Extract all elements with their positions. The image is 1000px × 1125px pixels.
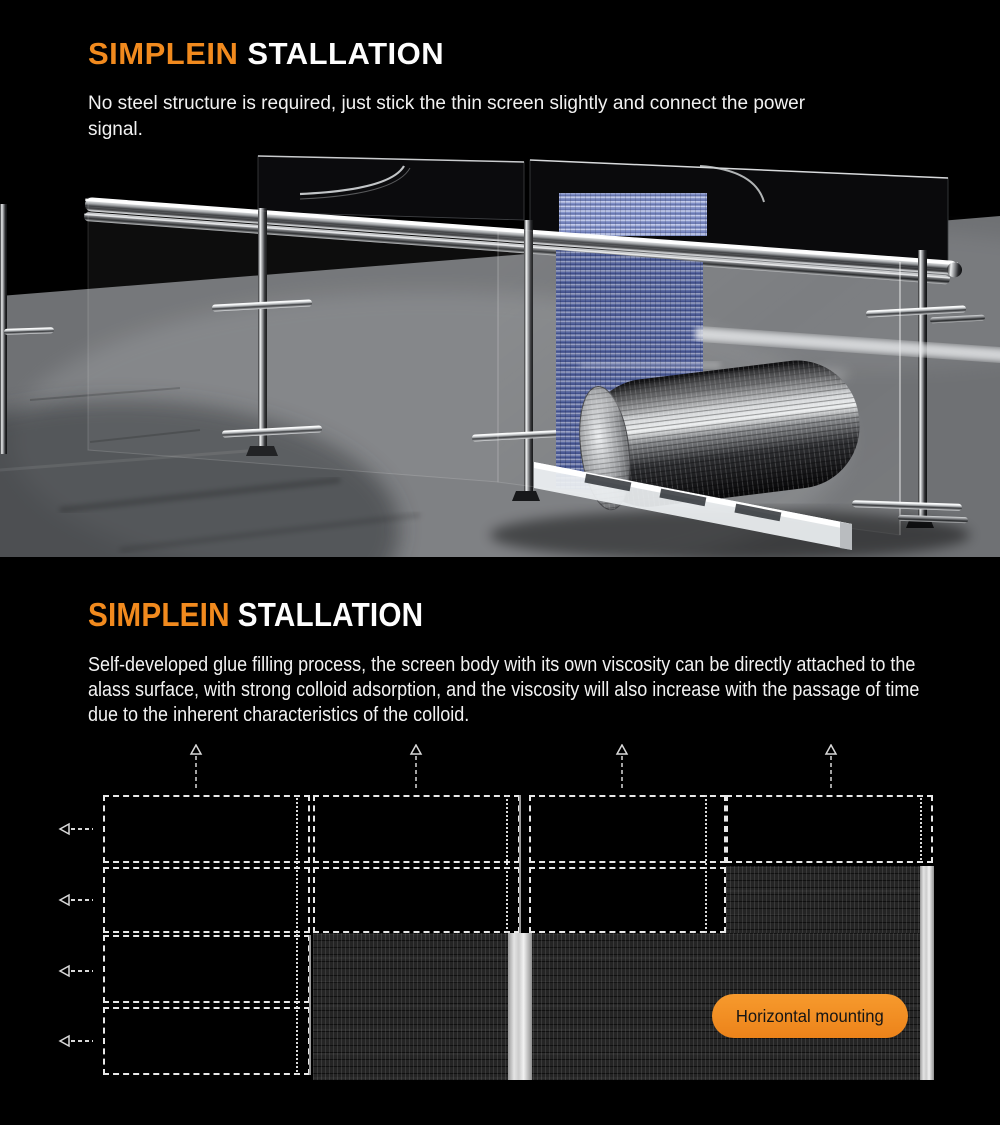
panel-outline xyxy=(313,867,520,933)
panel-joint-dotted-line xyxy=(506,795,508,933)
panel-outline xyxy=(529,795,726,863)
railing-scene-illustration xyxy=(0,150,1000,557)
railing-render xyxy=(0,150,1000,557)
section-description-horizontal: Self-developed glue filling process, the screen body with its own viscosity can be directly attached to the alass surface, with strong colloid adsorption, and the viscosity will also increase with the passage of time due to the inherent characteristics of the colloid. xyxy=(88,654,920,726)
title-rest: STALLATION xyxy=(237,596,424,633)
led-film-upper xyxy=(559,193,707,236)
title-highlight: SIMPLEIN xyxy=(88,596,230,633)
up-arrow-icon xyxy=(824,744,838,792)
panel-outline xyxy=(103,867,310,933)
left-arrow-icon xyxy=(58,822,94,836)
panel-outline xyxy=(529,867,726,933)
panel-outline xyxy=(103,935,310,1003)
panel-outline xyxy=(103,1007,310,1075)
panel-joint-dotted-line xyxy=(920,795,922,863)
panel-joint-dotted-line xyxy=(296,795,298,1075)
panel-joint-solid-line xyxy=(519,795,521,933)
title-rest: STALLATION xyxy=(247,36,445,71)
panel-joint-dotted-line xyxy=(705,795,707,933)
horizontal-mounting-badge xyxy=(712,994,908,1038)
power-strip xyxy=(508,933,532,1080)
horizontal-mounting-badge-label: Horizontal mounting xyxy=(736,1005,884,1026)
panel-outline xyxy=(313,795,520,863)
panel-outline xyxy=(726,795,933,863)
left-arrow-icon xyxy=(58,1034,94,1048)
section-description-vertical: No steel structure is required, just stick the thin screen slightly and connect the power signal. xyxy=(88,93,806,140)
power-strip xyxy=(920,866,934,1080)
title-highlight: SIMPLEIN xyxy=(88,36,239,71)
left-arrow-icon xyxy=(58,893,94,907)
panel-joint-solid-line xyxy=(309,935,311,1075)
panel-outline xyxy=(103,795,310,863)
up-arrow-icon xyxy=(615,744,629,792)
up-arrow-icon xyxy=(409,744,423,792)
left-arrow-icon xyxy=(58,964,94,978)
up-arrow-icon xyxy=(189,744,203,792)
section-title-vertical xyxy=(88,36,444,72)
section-title-horizontal xyxy=(88,596,423,634)
